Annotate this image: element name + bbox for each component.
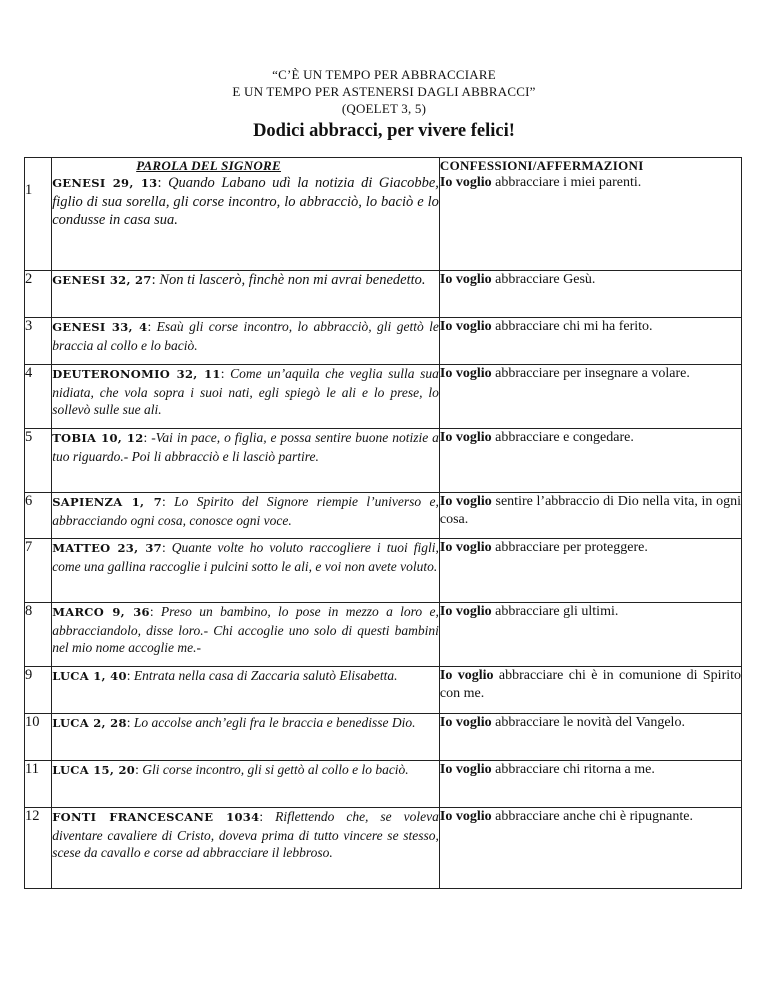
scripture-text: Entrata nella casa di Zaccaria salutò Elisabetta. xyxy=(133,668,398,683)
scripture-text: Lo Spirito del Signore riempie l’universo e, abbracciando ogni cosa, conosce ogni voce. xyxy=(52,494,439,528)
scripture-text: Gli corse incontro, gli si gettò al collo e lo baciò. xyxy=(142,762,409,777)
table-row xyxy=(25,271,742,318)
scripture-source: SAPIENZA 1, 7 xyxy=(52,495,162,509)
affirmation-lead: Io voglio xyxy=(439,762,492,777)
scripture-text: Riflettendo che, se voleva diventare cavaliere di Cristo, doveva prima di tutto vincere se stesso, scese da cavallo e corse ad abbracciare il lebbroso. xyxy=(52,809,439,860)
row-number: 2 xyxy=(25,271,52,318)
affirmation-text: abbracciare per insegnare a volare. xyxy=(495,366,690,381)
row-number: 7 xyxy=(25,539,52,603)
affirmation-text: abbracciare per proteggere. xyxy=(495,540,648,555)
affirmation xyxy=(440,714,741,732)
scripture-source: DEUTERONOMIO 32, 11 xyxy=(52,367,221,381)
scripture-source: GENESI 32, 27 xyxy=(52,273,152,287)
header-line-2: E UN TEMPO PER ASTENERSI DAGLI ABBRACCI” xyxy=(232,84,536,99)
document-header xyxy=(0,66,768,143)
affirmation xyxy=(440,808,741,826)
table-row xyxy=(25,539,742,603)
scripture-cell xyxy=(52,318,440,365)
scripture-cell xyxy=(52,808,440,889)
scripture-source: GENESI 29, 13 xyxy=(52,176,158,190)
header-citation: (QOELET 3, 5) xyxy=(341,101,427,116)
table-row xyxy=(25,365,742,429)
scripture-source: LUCA 2, 28 xyxy=(52,716,127,730)
scripture-source: TOBIA 10, 12 xyxy=(52,431,144,445)
scripture-cell xyxy=(52,493,440,539)
scripture-source: MARCO 9, 36 xyxy=(52,605,150,619)
scripture-text: Quante volte ho voluto raccogliere i tuoi figli, come una gallina raccoglie i pulcini sotto le ali, e voi non avete voluto. xyxy=(52,540,439,574)
table-row xyxy=(25,603,742,667)
scripture-cell xyxy=(52,158,440,271)
affirmation-lead: Io voglio xyxy=(439,668,494,683)
affirmation-lead: Io voglio xyxy=(439,272,492,287)
affirmation-text: abbracciare gli ultimi. xyxy=(495,604,619,619)
affirmation-cell xyxy=(439,429,741,493)
affirmation-text: abbracciare chi ritorna a me. xyxy=(495,762,655,777)
affirmation xyxy=(440,539,741,557)
embraces-table xyxy=(24,157,742,889)
affirmation-cell xyxy=(439,667,741,714)
scripture-source: GENESI 33, 4 xyxy=(52,320,148,334)
row-number: 6 xyxy=(25,493,52,539)
affirmation xyxy=(440,667,741,703)
affirmation-lead: Io voglio xyxy=(439,809,492,824)
row-number: 1 xyxy=(25,158,52,271)
affirmation-text: abbracciare anche chi è ripugnante. xyxy=(495,809,693,824)
scripture-text: Non ti lascerò, finchè non mi avrai benedetto. xyxy=(159,272,426,288)
affirmation-text: abbracciare chi mi ha ferito. xyxy=(495,319,653,334)
affirmation-cell xyxy=(439,271,741,318)
table-row xyxy=(25,158,742,271)
table-row xyxy=(25,429,742,493)
scripture-passage: FONTI FRANCESCANE 1034: Riflettendo che, se voleva diventare cavaliere di Cristo, doveva prima di tutto vincere se stesso, scese da cavallo e corse ad abbracciare il lebbroso. xyxy=(52,809,439,860)
scripture-source: MATTEO 23, 37 xyxy=(52,541,162,555)
scripture-passage: GENESI 29, 13: Quando Labano udì la notizia di Giacobbe, figlio di sua sorella, gli corse incontro, lo abbracciò, lo baciò e lo condusse in casa sua. xyxy=(52,175,439,228)
affirmation-cell xyxy=(439,603,741,667)
affirmation-cell xyxy=(439,493,741,539)
scripture-text: Preso un bambino, lo pose in mezzo a loro e, abbracciandolo, disse loro.- Chi accoglie uno solo di questi bambini nel mio nome accoglie me.- xyxy=(52,604,439,655)
row-number: 12 xyxy=(25,808,52,889)
affirmation-cell xyxy=(439,158,741,271)
table-row xyxy=(25,808,742,889)
scripture-passage: LUCA 2, 28: Lo accolse anch’egli fra le braccia e benedisse Dio. xyxy=(52,715,416,730)
affirmation-text: abbracciare Gesù. xyxy=(495,272,596,287)
affirmation xyxy=(440,429,741,447)
document-title: Dodici abbracci, per vivere felici! xyxy=(253,121,515,141)
scripture-source: FONTI FRANCESCANE 1034 xyxy=(52,810,260,824)
affirmation-lead: Io voglio xyxy=(439,715,492,730)
scripture-source: LUCA 15, 20 xyxy=(52,763,136,777)
affirmation-text: abbracciare i miei parenti. xyxy=(495,175,642,190)
scripture-source: LUCA 1, 40 xyxy=(52,669,127,683)
affirmation-cell xyxy=(439,539,741,603)
affirmation-lead: Io voglio xyxy=(439,366,492,381)
table-row xyxy=(25,714,742,761)
affirmation-lead: Io voglio xyxy=(439,604,492,619)
scripture-text: -Vai in pace, o figlia, e possa sentire buone notizie a tuo riguardo.- Poi li abbracciò e li lasciò partire. xyxy=(52,430,439,464)
scripture-passage: SAPIENZA 1, 7: Lo Spirito del Signore riempie l’universo e, abbracciando ogni cosa, conosce ogni voce. xyxy=(52,494,439,528)
table-row xyxy=(25,667,742,714)
affirmation-cell xyxy=(439,714,741,761)
row-number: 10 xyxy=(25,714,52,761)
scripture-cell xyxy=(52,667,440,714)
scripture-cell xyxy=(52,365,440,429)
affirmation xyxy=(440,271,741,289)
affirmation-cell xyxy=(439,761,741,808)
row-number: 11 xyxy=(25,761,52,808)
scripture-passage: GENESI 32, 27: Non ti lascerò, finchè non mi avrai benedetto. xyxy=(52,272,426,288)
affirmation-cell xyxy=(439,318,741,365)
affirmation-cell xyxy=(439,808,741,889)
scripture-passage: DEUTERONOMIO 32, 11: Come un’aquila che veglia sulla sua nidiata, che vola sopra i suoi nati, egli spiegò le ali e lo prese, lo sollevò sulle sue ali. xyxy=(52,366,439,417)
column-header-right: CONFESSIONI/AFFERMAZIONI xyxy=(439,158,644,173)
row-number: 4 xyxy=(25,365,52,429)
affirmation-text: abbracciare chi è in comunione di Spirito con me. xyxy=(439,668,742,701)
scripture-passage: GENESI 33, 4: Esaù gli corse incontro, lo abbracciò, gli gettò le braccia al collo e lo baciò. xyxy=(52,319,439,353)
row-number: 3 xyxy=(25,318,52,365)
affirmation xyxy=(440,174,741,192)
scripture-passage: TOBIA 10, 12: -Vai in pace, o figlia, e possa sentire buone notizie a tuo riguardo.- Poi li abbracciò e li lasciò partire. xyxy=(52,430,439,464)
affirmation xyxy=(440,365,741,383)
row-number: 9 xyxy=(25,667,52,714)
table-row xyxy=(25,318,742,365)
header-line-1: “C’È UN TEMPO PER ABBRACCIARE xyxy=(272,67,496,82)
scripture-cell xyxy=(52,429,440,493)
affirmation-lead: Io voglio xyxy=(439,494,492,509)
affirmation xyxy=(440,318,741,336)
scripture-passage: MATTEO 23, 37: Quante volte ho voluto raccogliere i tuoi figli, come una gallina raccoglie i pulcini sotto le ali, e voi non avete voluto. xyxy=(52,540,439,574)
scripture-cell xyxy=(52,539,440,603)
row-number: 8 xyxy=(25,603,52,667)
affirmation-lead: Io voglio xyxy=(439,175,492,190)
scripture-passage: LUCA 1, 40: Entrata nella casa di Zaccaria salutò Elisabetta. xyxy=(52,668,398,683)
column-header-left: PAROLA DEL SIGNORE xyxy=(136,158,282,173)
scripture-text: Lo accolse anch’egli fra le braccia e benedisse Dio. xyxy=(133,715,416,730)
scripture-cell xyxy=(52,761,440,808)
affirmation xyxy=(440,761,741,779)
scripture-text: Esaù gli corse incontro, lo abbracciò, gli gettò le braccia al collo e lo baciò. xyxy=(52,319,439,353)
affirmation-lead: Io voglio xyxy=(439,430,492,445)
scripture-passage: LUCA 15, 20: Gli corse incontro, gli si gettò al collo e lo baciò. xyxy=(52,762,409,777)
affirmation xyxy=(440,493,741,529)
affirmation xyxy=(440,603,741,621)
row-number: 5 xyxy=(25,429,52,493)
affirmation-cell xyxy=(439,365,741,429)
affirmation-lead: Io voglio xyxy=(439,540,492,555)
scripture-passage: MARCO 9, 36: Preso un bambino, lo pose in mezzo a loro e, abbracciandolo, disse loro.- Chi accoglie uno solo di questi bambini nel mio nome accoglie me.- xyxy=(52,604,439,655)
scripture-text: Quando Labano udì la notizia di Giacobbe, figlio di sua sorella, gli corse incontro, lo abbracciò, lo baciò e lo condusse in casa sua. xyxy=(52,175,439,228)
table-row xyxy=(25,761,742,808)
affirmation-text: abbracciare le novità del Vangelo. xyxy=(495,715,685,730)
scripture-cell xyxy=(52,271,440,318)
affirmation-lead: Io voglio xyxy=(439,319,492,334)
scripture-cell xyxy=(52,714,440,761)
affirmation-text: sentire l’abbraccio di Dio nella vita, in ogni cosa. xyxy=(439,494,741,527)
affirmation-text: abbracciare e congedare. xyxy=(495,430,634,445)
scripture-cell xyxy=(52,603,440,667)
scripture-text: Come un’aquila che veglia sulla sua nidiata, che vola sopra i suoi nati, egli spiegò le ali e lo prese, lo sollevò sulle sue ali. xyxy=(52,366,439,417)
table-row xyxy=(25,493,742,539)
